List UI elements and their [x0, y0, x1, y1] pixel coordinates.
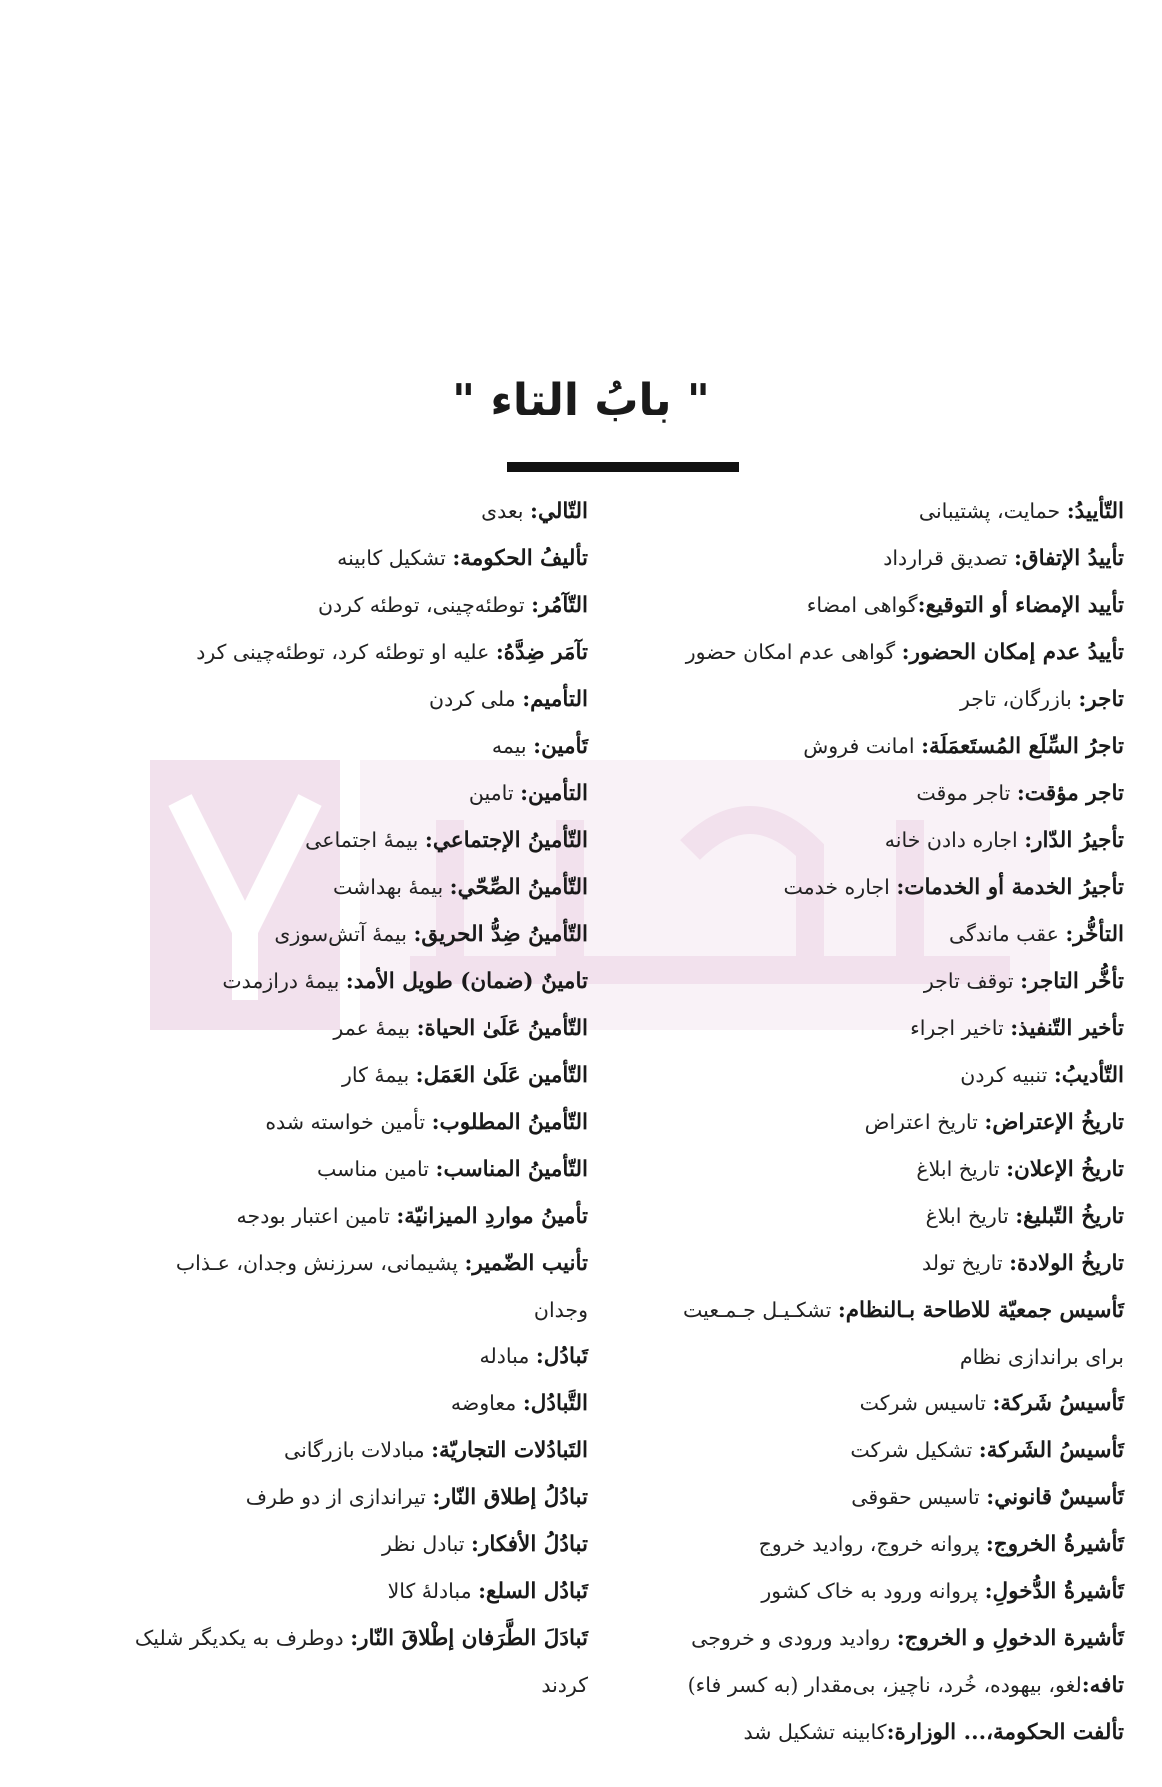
entry-definition: ملی كردن	[429, 687, 523, 711]
entry-term: تبادُلُ الأفكار:	[471, 1532, 588, 1557]
entry-term: تَأمين:	[533, 734, 588, 759]
entry-definition: تشكـيـل جـمـعيت برای براندازی نظام	[683, 1298, 1124, 1369]
dictionary-entry	[660, 1099, 1124, 1146]
entry-term: تأييد الإمضاء أو التوقيع:	[917, 593, 1124, 618]
entry-term: تَبادُل:	[535, 1344, 588, 1369]
entry-definition: تاريخ تولد	[921, 1251, 1010, 1275]
entry-definition: تامين مناسب	[317, 1157, 436, 1181]
dictionary-entry	[660, 1427, 1124, 1474]
dictionary-entry	[120, 1568, 588, 1615]
entry-term: التّأمينُ المناسب:	[435, 1157, 588, 1182]
entry-definition: گواهی عدم امكان حضور	[685, 640, 902, 664]
dictionary-entry	[660, 1052, 1124, 1099]
entry-term: التّأمينُ الإجتماعي:	[424, 828, 588, 853]
entry-definition: حمايت، پشتيبانی	[918, 499, 1067, 523]
entry-definition: بيمهٔ درازمدت	[222, 969, 346, 993]
dictionary-entry	[660, 676, 1124, 723]
dictionary-entry	[120, 1427, 588, 1474]
entry-definition: بيمهٔ اجتماعی	[305, 828, 425, 852]
dictionary-entry	[660, 1615, 1124, 1662]
entry-term: التّأمينُ عَلَىٰ الحياة:	[416, 1016, 588, 1041]
dictionary-entry	[120, 1240, 588, 1333]
dictionary-entry	[120, 1005, 588, 1052]
entry-definition: پروانه ورود به خاک کشور	[761, 1579, 985, 1603]
entry-definition: اجاره خدمت	[783, 875, 897, 899]
entry-definition: دوطرف به يكديگر شليک كردند	[134, 1626, 588, 1697]
dictionary-entry	[120, 1521, 588, 1568]
dictionary-entry	[120, 911, 588, 958]
dictionary-entry	[660, 1146, 1124, 1193]
dictionary-entry	[120, 1146, 588, 1193]
dictionary-entry	[660, 817, 1124, 864]
entry-definition: مبادله	[479, 1344, 536, 1368]
entry-term: تَأشيرةُ الدُّخولِ:	[984, 1579, 1124, 1604]
entry-term: التّأديبُ:	[1053, 1063, 1124, 1088]
entry-definition: عقب ماندگی	[949, 922, 1066, 946]
dictionary-entry	[120, 1474, 588, 1521]
entry-term: تأخير التّنفيذ:	[1010, 1016, 1124, 1041]
entry-definition: تصديق قرارداد	[883, 546, 1014, 570]
dictionary-entry	[120, 582, 588, 629]
entry-definition: توقف تاجر	[923, 969, 1021, 993]
entry-term: تأجيرُ الدّار:	[1024, 828, 1124, 853]
dictionary-entry	[120, 864, 588, 911]
entry-term: التأميم:	[522, 687, 588, 712]
dictionary-entry	[120, 958, 588, 1005]
entry-definition: تشكيل شركت	[850, 1438, 979, 1462]
entry-definition: تأمين خواسته شده	[265, 1110, 432, 1134]
dictionary-entry	[660, 1474, 1124, 1521]
entry-definition: تبادل نظر	[382, 1532, 472, 1556]
entry-term: تاريخُ التّبليغ:	[1015, 1204, 1124, 1229]
entry-term: تآمَر ضِدَّهُ:	[495, 640, 588, 665]
entry-term: تاجر:	[1078, 687, 1124, 712]
entry-definition: مبادلهٔ كالا	[387, 1579, 479, 1603]
entry-definition: عليه او توطئه كرد، توطئه‌چينی كرد	[196, 640, 496, 664]
dictionary-entry	[660, 1662, 1124, 1709]
entry-term: تامينٌ (ضمان) طويل الأمد:	[345, 969, 588, 994]
entry-term: تأليفُ الحكومة:	[452, 546, 588, 571]
dictionary-entry	[660, 1521, 1124, 1568]
dictionary-entry	[660, 535, 1124, 582]
entry-term: التّأييدُ:	[1066, 499, 1124, 524]
dictionary-entry	[120, 770, 588, 817]
dictionary-entry	[120, 1193, 588, 1240]
entry-term: تَأشيرةُ الخروج:	[985, 1532, 1124, 1557]
entry-definition: رواديد ورودی و خروجی	[691, 1626, 897, 1650]
dictionary-entry	[660, 723, 1124, 770]
dictionary-entry	[120, 1380, 588, 1427]
dictionary-entry	[660, 1568, 1124, 1615]
entry-definition: تيراندازی از دو طرف	[245, 1485, 433, 1509]
entry-definition: تشكيل كابينه	[337, 546, 453, 570]
entry-term: تَأسيسُ الشَركة:	[978, 1438, 1124, 1463]
entry-term: التّالي:	[530, 499, 588, 524]
entry-term: تَبادُل السلع:	[478, 1579, 588, 1604]
entry-term: التّأمينُ الصِّحّي:	[449, 875, 588, 900]
dictionary-entry	[120, 723, 588, 770]
entry-term: تَأسيسٌ قانوني:	[986, 1485, 1124, 1510]
entry-definition: بيمه	[491, 734, 534, 758]
entry-term: تأخُّر التاجر:	[1020, 969, 1124, 994]
entry-definition: مبادلات بازرگانی	[283, 1438, 432, 1462]
entry-term: تأمينُ مواردِ الميزانيّة:	[396, 1204, 588, 1229]
entry-definition: بعدی	[481, 499, 531, 523]
entry-term: تأييدُ عدم إمكان الحضور:	[901, 640, 1124, 665]
dictionary-entry	[120, 1615, 588, 1708]
entry-term: تَبادَلَ الطَّرَفان إطْلاقَ النّار:	[350, 1626, 588, 1651]
entry-definition: بيمهٔ بهداشت	[332, 875, 450, 899]
entry-definition: تاجر موقت	[916, 781, 1017, 805]
entry-definition: اجاره دادن خانه	[884, 828, 1025, 852]
entry-term: تبادُلُ إطلاق النّار:	[432, 1485, 588, 1510]
entry-definition: تاريخ ابلاغ	[916, 1157, 1007, 1181]
dictionary-entry	[660, 1193, 1124, 1240]
entry-definition: توطئه‌چينی، توطئه كردن	[317, 593, 532, 617]
left-column	[120, 488, 588, 1708]
entry-term: التأخُّر:	[1065, 922, 1124, 947]
dictionary-entry	[120, 535, 588, 582]
entry-definition: امانت فروش	[803, 734, 922, 758]
entry-term: التّأمينُ ضِدُّ الحريق:	[413, 922, 588, 947]
entry-definition: تاسيس حقوقی	[851, 1485, 987, 1509]
entry-term: التَبادُلات التجاريّة:	[431, 1438, 588, 1463]
entry-definition: تاريخ ابلاغ	[925, 1204, 1016, 1228]
entry-term: التَّبادُل:	[522, 1391, 588, 1416]
dictionary-entry	[660, 770, 1124, 817]
dictionary-entry	[660, 488, 1124, 535]
dictionary-entry	[120, 1099, 588, 1146]
entry-definition: كابينه تشكيل شد	[743, 1720, 887, 1744]
entry-definition: بيمهٔ كار	[342, 1063, 416, 1087]
entry-term: تاجرُ السِّلَع المُستَعمَلَة:	[921, 734, 1124, 759]
dictionary-entry	[120, 488, 588, 535]
entry-term: تاريخُ الولادة:	[1009, 1251, 1124, 1276]
dictionary-entry	[660, 958, 1124, 1005]
entry-definition: معاوضه	[450, 1391, 523, 1415]
dictionary-entry	[660, 1380, 1124, 1427]
dictionary-entry	[660, 1709, 1124, 1756]
entry-term: تافه:	[1081, 1673, 1124, 1698]
entry-term: تاجر مؤقت:	[1016, 781, 1124, 806]
dictionary-entry	[660, 864, 1124, 911]
entry-term: التّآمُر:	[531, 593, 588, 618]
entry-definition: بيمهٔ عمر	[333, 1016, 417, 1040]
entry-term: تألفت الحكومة،... الوزارة:	[886, 1720, 1124, 1745]
entry-term: تَأسيسُ شَركة:	[992, 1391, 1124, 1416]
entry-term: تاريخُ الإعلان:	[1006, 1157, 1124, 1182]
entry-definition: تامين اعتبار بودجه	[236, 1204, 397, 1228]
dictionary-entry	[660, 1005, 1124, 1052]
dictionary-entry	[660, 582, 1124, 629]
entry-definition: گواهی امضاء	[806, 593, 918, 617]
entry-term: تاريخُ الإعتراض:	[984, 1110, 1124, 1135]
chapter-heading: " بابُ التاء "	[452, 375, 710, 426]
entry-definition: تاريخ اعتراض	[864, 1110, 985, 1134]
dictionary-entry	[660, 1287, 1124, 1380]
entry-definition: تاخير اجراء	[910, 1016, 1011, 1040]
dictionary-entry	[660, 1240, 1124, 1287]
entry-term: تَأسيس جمعيّة للاطاحة بـالنظام:	[837, 1298, 1124, 1323]
dictionary-entry	[120, 676, 588, 723]
entry-definition: بيمهٔ آتش‌سوزی	[274, 922, 414, 946]
heading-underline	[507, 462, 739, 472]
entry-term: تأنيب الضّمير:	[464, 1251, 588, 1276]
dictionary-entry	[120, 1052, 588, 1099]
dictionary-entry	[120, 629, 588, 676]
dictionary-entry	[120, 817, 588, 864]
entry-definition: پشيمانی، سرزنش وجدان، عـذاب وجدان	[175, 1251, 588, 1322]
entry-definition: تاسيس شركت	[859, 1391, 993, 1415]
entry-definition: تامين	[468, 781, 521, 805]
entry-term: التّأمينُ المطلوب:	[431, 1110, 588, 1135]
entry-definition: پروانه خروج، رواديد خروج	[758, 1532, 986, 1556]
dictionary-entry	[660, 629, 1124, 676]
entry-definition: تنبيه كردن	[960, 1063, 1054, 1087]
entry-term: تأجيرُ الخدمة أو الخدمات:	[896, 875, 1124, 900]
dictionary-entry	[120, 1333, 588, 1380]
right-column	[660, 488, 1124, 1756]
entry-term: تأييدُ الإتفاق:	[1013, 546, 1124, 571]
entry-term: التّأمين عَلَىٰ العَمَل:	[415, 1063, 588, 1088]
dictionary-entry	[660, 911, 1124, 958]
entry-term: التأمين:	[520, 781, 588, 806]
entry-definition: بازرگان، تاجر	[959, 687, 1079, 711]
entry-term: تَأشيرة الدخولِ و الخروج:	[896, 1626, 1124, 1651]
entry-definition: لغو، بيهوده، خُرد، ناچيز، بی‌مقدار (به كسر فاء)	[687, 1673, 1082, 1697]
